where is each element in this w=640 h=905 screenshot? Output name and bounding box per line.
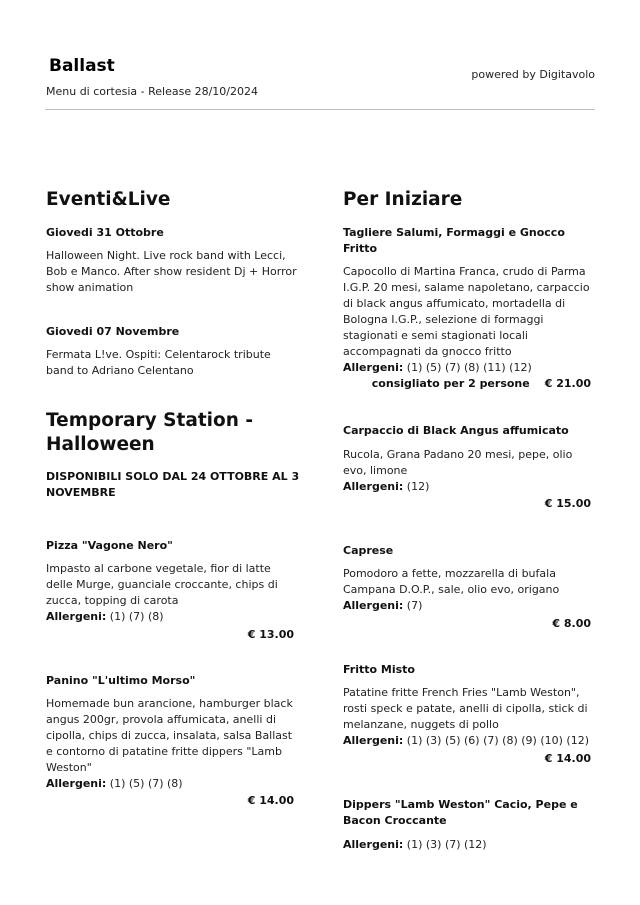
item-name: Carpaccio di Black Angus affumicato — [343, 424, 569, 437]
item-allergens — [343, 479, 595, 495]
section-title-eventi: Eventi&Live — [46, 189, 171, 210]
item-price: € 14.00 — [544, 752, 591, 765]
allergens-codes: (1) (5) (7) (8) — [109, 777, 183, 790]
item-allergens — [46, 776, 298, 792]
event-date: Giovedi 31 Ottobre — [46, 226, 164, 239]
item-description: Pomodoro a fette, mozzarella di bufala Campana D.O.P., sale, olio evo, origano — [343, 567, 560, 596]
section-title-per-iniziare: Per Iniziare — [343, 189, 463, 210]
item-price-row — [46, 793, 294, 809]
event-date: Giovedi 07 Novembre — [46, 325, 180, 338]
item-allergens — [46, 609, 298, 625]
item-allergens — [343, 360, 595, 376]
item-name: Dippers "Lamb Weston" Cacio, Pepe e Bacon Croccante — [343, 798, 578, 827]
item-allergens — [343, 837, 595, 853]
availability-note: DISPONIBILI SOLO DAL 24 OTTOBRE AL 3 NOVEMBRE — [46, 470, 300, 499]
item-allergens — [343, 733, 595, 749]
allergens-label: Allergeni: — [343, 361, 404, 374]
item-description: Impasto al carbone vegetale, fior di latte delle Murge, guanciale croccante, chips di zucca, topping di carota — [46, 562, 278, 607]
powered-by-link[interactable]: powered by Digitavolo — [471, 68, 595, 81]
item-price: € 8.00 — [552, 617, 591, 630]
event-description: Halloween Night. Live rock band with Lecci, Bob e Manco. After show resident Dj + Horror show animation — [46, 249, 297, 294]
menu-release-subtitle: Menu di cortesia - Release 28/10/2024 — [46, 85, 258, 98]
item-price: € 14.00 — [247, 794, 294, 807]
item-price: € 13.00 — [247, 628, 294, 641]
serving-note: consigliato per 2 persone — [371, 377, 530, 390]
item-description: Homemade bun arancione, hamburger black angus 200gr, provola affumicata, anelli di cipolla, chips di zucca, insalata, salsa Ballast e contorno di patatine fritte dippers "Lamb Weston" — [46, 697, 293, 774]
allergens-label: Allergeni: — [343, 838, 404, 851]
item-description: Rucola, Grana Padano 20 mesi, pepe, olio evo, limone — [343, 448, 573, 477]
item-description: Patatine fritte French Fries "Lamb Weston", rosti speck e patate, anelli di cipolla, stick di melanzane, nuggets di pollo — [343, 686, 588, 731]
item-name: Panino "L'ultimo Morso" — [46, 674, 196, 687]
item-price-row — [343, 496, 591, 512]
allergens-label: Allergeni: — [343, 480, 404, 493]
allergens-codes: (1) (5) (7) (8) (11) (12) — [406, 361, 532, 374]
header-divider — [45, 109, 595, 110]
item-price-row — [46, 627, 294, 643]
item-allergens — [343, 598, 595, 614]
item-price-row — [343, 616, 591, 632]
item-name: Tagliere Salumi, Formaggi e Gnocco Fritto — [343, 226, 565, 255]
item-name: Fritto Misto — [343, 663, 415, 676]
allergens-label: Allergeni: — [46, 610, 107, 623]
allergens-codes: (12) — [406, 480, 430, 493]
allergens-label: Allergeni: — [343, 734, 404, 747]
item-name: Pizza "Vagone Nero" — [46, 539, 173, 552]
allergens-codes: (7) — [406, 599, 423, 612]
allergens-codes: (1) (3) (5) (6) (7) (8) (9) (10) (12) — [406, 734, 589, 747]
item-price-row — [343, 376, 591, 392]
section-title-temporary-station: Temporary Station - Halloween — [46, 410, 254, 455]
allergens-codes: (1) (7) (8) — [109, 610, 164, 623]
allergens-label: Allergeni: — [46, 777, 107, 790]
allergens-label: Allergeni: — [343, 599, 404, 612]
item-price: € 15.00 — [544, 497, 591, 510]
event-description: Fermata L!ve. Ospiti: Celentarock tribute band to Adriano Celentano — [46, 348, 271, 377]
allergens-codes: (1) (3) (7) (12) — [406, 838, 487, 851]
restaurant-name: Ballast — [49, 56, 115, 76]
item-price: € 21.00 — [544, 377, 591, 390]
item-description: Capocollo di Martina Franca, crudo di Parma I.G.P. 20 mesi, salame napoletano, carpaccio di black angus affumicato, mortadella di Bologna I.G.P., selezione di formaggi stagionati e semi stagionati locali accompagnati da gnocco fritto — [343, 265, 590, 358]
item-price-row — [343, 751, 591, 767]
item-name: Caprese — [343, 544, 394, 557]
